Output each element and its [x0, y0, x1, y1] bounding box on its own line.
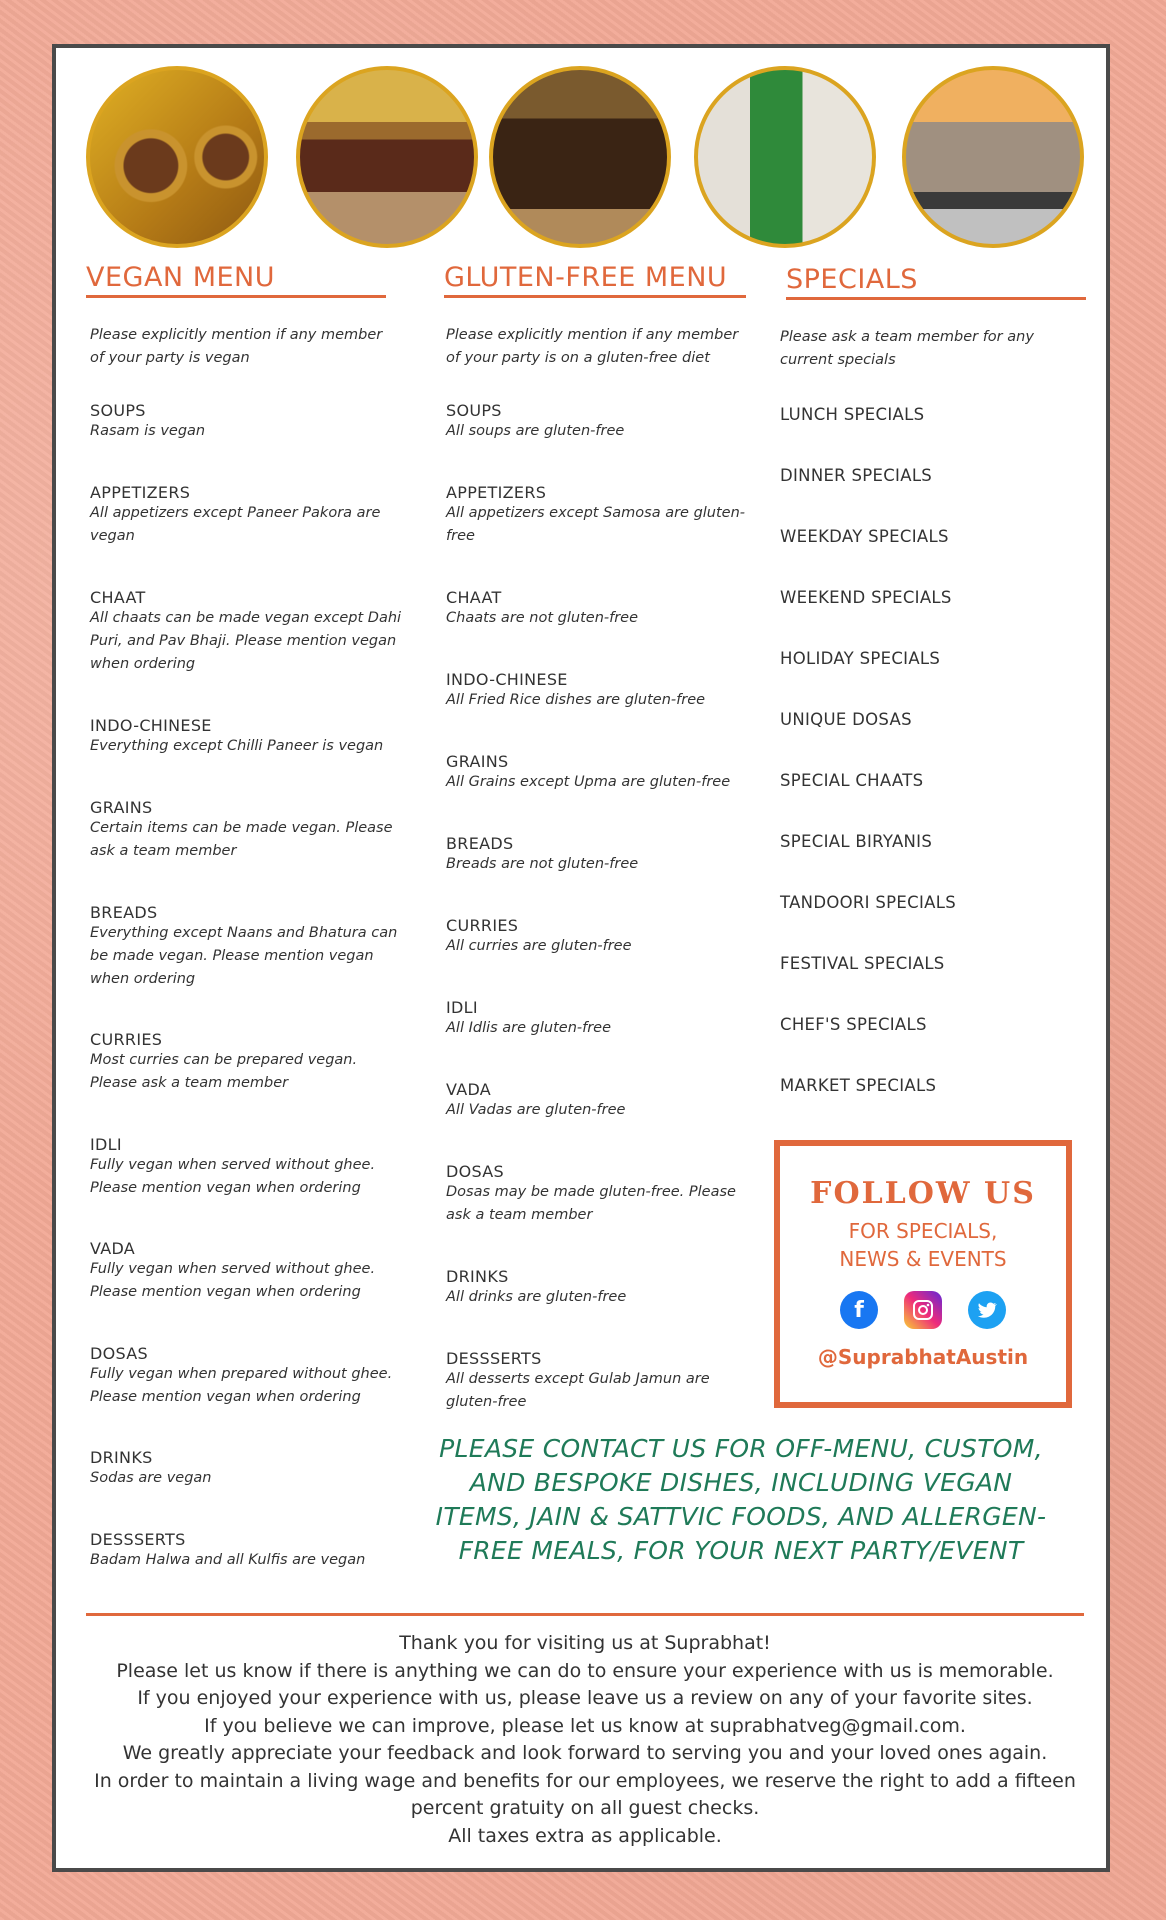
gluten-free-item: DRINKS All drinks are gluten-free [446, 1267, 627, 1305]
footer-text: Thank you for visiting us at Suprabhat! Please let us know if there is anything we can do to ensure your experience with us is memorable. If you enjoyed your experience with us, please leave us a review on any of your favorite sites. If you believe we can improve, please let us know at suprabhatveg@gmail.com. We greatly appreciate your feedback and look forward to serving you and your loved ones again. In order to maintain a living wage and benefits for our employees, we reserve the right to add a fifteen percent gratuity on all guest checks. All taxes extra as applicable. [94, 1632, 1076, 1847]
specials-item: CHEF'S SPECIALS [780, 1015, 927, 1034]
gluten-free-item: VADA All Vadas are gluten-free [446, 1080, 626, 1118]
gluten-free-item: DESSSERTS All desserts except Gulab Jamun are gluten-free [446, 1349, 710, 1410]
vegan-heading: VEGAN MENU [86, 262, 386, 298]
specials-item: WEEKEND SPECIALS [780, 588, 952, 607]
vegan-item: BREADS Everything except Naans and Bhatura can be made vegan. Please mention vegan when ordering [90, 903, 398, 987]
vegan-intro: Please explicitly mention if any member of your party is vegan [90, 327, 383, 366]
gluten-free-item: DOSAS Dosas may be made gluten-free. Please ask a team member [446, 1162, 736, 1223]
gluten-free-item: CHAAT Chaats are not gluten-free [446, 588, 639, 626]
vegan-item: IDLI Fully vegan when served without ghee. Please mention vegan when ordering [90, 1135, 376, 1196]
specials-item: TANDOORI SPECIALS [780, 893, 956, 912]
divider [86, 1613, 1084, 1616]
specials-heading: SPECIALS [786, 264, 1086, 300]
vegan-item: DESSSERTS Badam Halwa and all Kulfis are vegan [90, 1530, 366, 1568]
instagram-icon[interactable] [904, 1291, 942, 1329]
facebook-icon[interactable]: f [840, 1291, 878, 1329]
specials-item: SPECIAL CHAATS [780, 771, 924, 790]
gluten-free-item: GRAINS All Grains except Upma are gluten-free [446, 752, 731, 790]
follow-us-box [774, 1140, 1072, 1408]
follow-us-title: FOLLOW US [810, 1176, 1036, 1211]
vegan-item: VADA Fully vegan when served without ghee. Please mention vegan when ordering [90, 1239, 376, 1300]
follow-us-subtitle: FOR SPECIALS, NEWS & EVENTS [839, 1219, 1007, 1271]
vegan-item: SOUPS Rasam is vegan [90, 401, 206, 439]
specials-item: SPECIAL BIRYANIS [780, 832, 933, 851]
specials-item: HOLIDAY SPECIALS [780, 649, 941, 668]
specials-item: UNIQUE DOSAS [780, 710, 912, 729]
specials-item: WEEKDAY SPECIALS [780, 527, 949, 546]
dining-room-photo [296, 66, 478, 248]
vegan-item: INDO-CHINESE Everything except Chilli Paneer is vegan [90, 716, 384, 754]
specials-item: FESTIVAL SPECIALS [780, 954, 945, 973]
twitter-icon[interactable] [968, 1291, 1006, 1329]
vegan-item: GRAINS Certain items can be made vegan. Please ask a team member [90, 798, 393, 859]
social-icons [780, 1291, 1066, 1329]
gluten-free-item: SOUPS All soups are gluten-free [446, 401, 625, 439]
vegan-item: CURRIES Most curries can be prepared vegan. Please ask a team member [90, 1030, 358, 1091]
contact-notice: PLEASE CONTACT US FOR OFF-MENU, CUSTOM, AND BESPOKE DISHES, INCLUDING VEGAN ITEMS, JAIN & SATTVIC FOODS, AND ALLERGEN-FREE MEALS, FOR YOUR NEXT PARTY/EVENT [435, 1434, 1047, 1565]
menu-page [52, 44, 1110, 1872]
gluten-free-intro: Please explicitly mention if any member of your party is on a gluten-free diet [446, 327, 739, 366]
vegan-item: CHAAT All chaats can be made vegan except Dahi Puri, and Pav Bhaji. Please mention vegan when ordering [90, 588, 402, 672]
gluten-free-heading: GLUTEN-FREE MENU [444, 262, 746, 298]
statue-shrine-photo [694, 66, 876, 248]
specials-item: DINNER SPECIALS [780, 466, 933, 485]
specials-item: MARKET SPECIALS [780, 1076, 937, 1095]
vegan-item: APPETIZERS All appetizers except Paneer Pakora are vegan [90, 483, 381, 544]
gluten-free-item: CURRIES All curries are gluten-free [446, 916, 632, 954]
thatched-entrance-photo [489, 66, 671, 248]
gluten-free-item: BREADS Breads are not gluten-free [446, 834, 639, 872]
vegan-item: DRINKS Sodas are vegan [90, 1448, 212, 1486]
social-handle[interactable]: @SuprabhatAustin [817, 1345, 1029, 1369]
specials-item: LUNCH SPECIALS [780, 405, 925, 424]
gluten-free-item: INDO-CHINESE All Fried Rice dishes are gluten-free [446, 670, 706, 708]
gluten-free-item: IDLI All Idlis are gluten-free [446, 998, 612, 1036]
vegan-item: DOSAS Fully vegan when prepared without ghee. Please mention vegan when ordering [90, 1344, 393, 1405]
photo-strip [56, 66, 1106, 256]
wagon-wheels-wall-photo [86, 66, 268, 248]
specials-intro: Please ask a team member for any current specials [780, 329, 1034, 368]
restaurant-exterior-photo [902, 66, 1084, 248]
gluten-free-item: APPETIZERS All appetizers except Samosa are gluten-free [446, 483, 746, 544]
